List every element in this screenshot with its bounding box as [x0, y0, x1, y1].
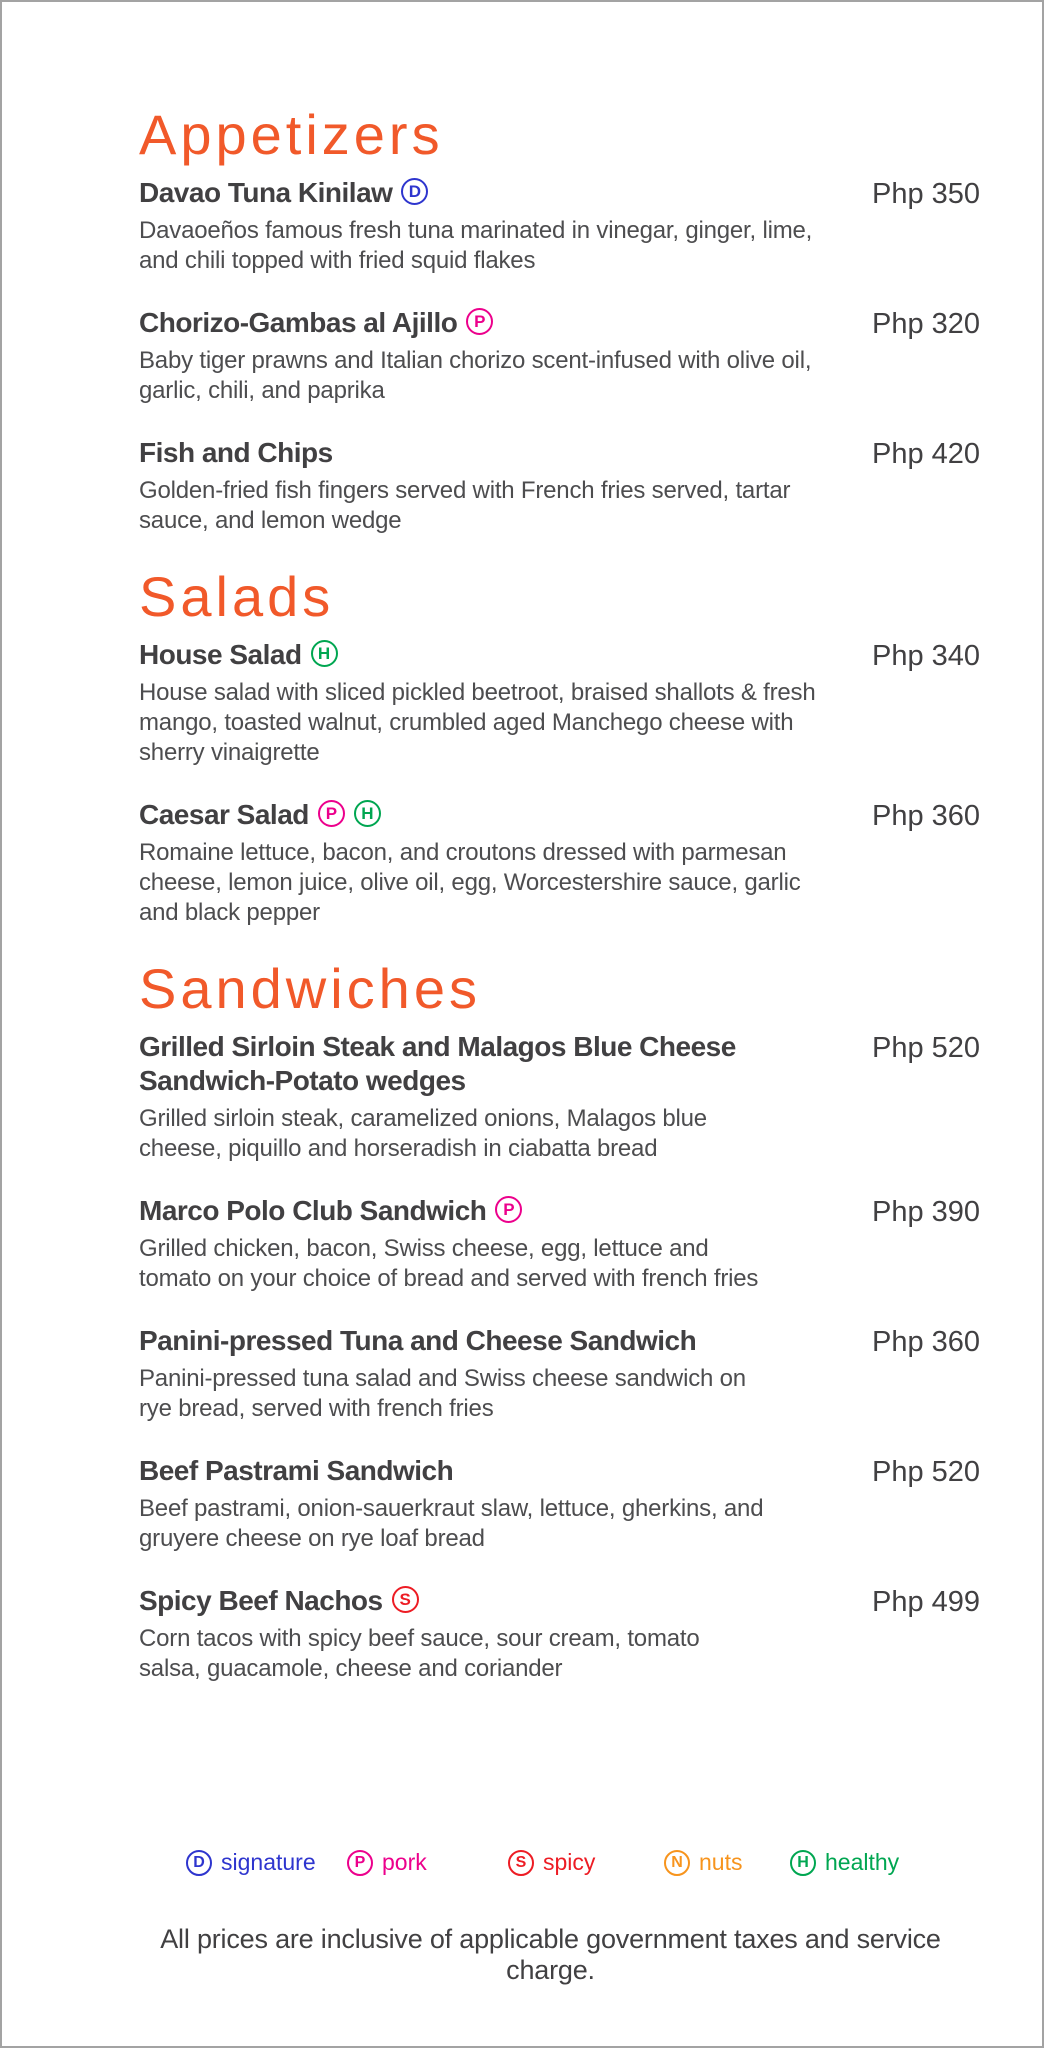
menu-item	[139, 1030, 1042, 1164]
item-price: Php 340	[872, 640, 981, 672]
item-description	[139, 1364, 1042, 1424]
item-price: Php 499	[872, 1586, 981, 1618]
menu-section	[139, 104, 1042, 536]
pork-badge-icon: P	[495, 1196, 522, 1223]
legend-item-signature	[186, 1849, 316, 1876]
legend-item-healthy	[790, 1849, 899, 1876]
menu-item	[139, 1584, 1042, 1684]
item-description-line: Beef pastrami, onion-sauerkraut slaw, lettuce, gherkins, and	[139, 1495, 764, 1522]
item-description	[139, 346, 1042, 406]
legend-label: healthy	[825, 1849, 900, 1875]
menu-item	[139, 1324, 1042, 1424]
item-name-line: Davao Tuna Kinilaw D	[139, 176, 1042, 210]
item-description	[139, 1494, 1042, 1554]
legend-item-spicy	[508, 1849, 595, 1876]
item-description-line: gruyere cheese on rye loaf bread	[139, 1525, 485, 1552]
legend-item-nuts	[664, 1849, 742, 1876]
spicy-badge-icon: S	[392, 1586, 419, 1613]
healthy-badge-icon: H	[790, 1850, 816, 1876]
item-description	[139, 476, 1042, 536]
item-description-line: cheese, lemon juice, olive oil, egg, Worcestershire sauce, garlic	[139, 869, 801, 896]
item-price: Php 520	[872, 1456, 981, 1488]
item-name-line: Caesar Salad P H	[139, 798, 1042, 832]
item-description	[139, 838, 1042, 928]
item-description-line: Grilled sirloin steak, caramelized onions, Malagos blue	[139, 1105, 707, 1132]
item-name-line: Spicy Beef Nachos S	[139, 1584, 1042, 1618]
pork-badge-icon: P	[318, 800, 345, 827]
signature-badge-icon: D	[186, 1850, 212, 1876]
menu-item	[139, 306, 1042, 406]
item-price: Php 520	[872, 1032, 981, 1064]
menu-item	[139, 798, 1042, 928]
item-description	[139, 1624, 1042, 1684]
item-description	[139, 678, 1042, 768]
menu-item	[139, 638, 1042, 768]
item-description-line: Davaoeños famous fresh tuna marinated in vinegar, ginger, lime,	[139, 217, 813, 244]
item-price: Php 390	[872, 1196, 981, 1228]
item-name-line: Marco Polo Club Sandwich P	[139, 1194, 1042, 1228]
item-description	[139, 1104, 1042, 1164]
item-description-line: and black pepper	[139, 899, 320, 926]
item-name-line: Fish and Chips	[139, 437, 333, 468]
section-title: Appetizers	[139, 103, 444, 166]
menu-section	[139, 958, 1042, 1684]
menu-item	[139, 1194, 1042, 1294]
item-price: Php 320	[872, 308, 981, 340]
item-name-line: Chorizo-Gambas al Ajillo P	[139, 306, 1042, 340]
healthy-badge-icon: H	[354, 800, 381, 827]
legend-label: pork	[382, 1849, 427, 1875]
item-description-line: garlic, chili, and paprika	[139, 377, 385, 404]
item-name-line: Grilled Sirloin Steak and Malagos Blue Cheese	[139, 1031, 736, 1062]
footer-note: All prices are inclusive of applicable government taxes and service charge.	[160, 1924, 941, 1985]
section-items	[139, 176, 1042, 536]
item-price: Php 360	[872, 800, 981, 832]
item-description	[139, 1234, 1042, 1294]
item-description-line: salsa, guacamole, cheese and coriander	[139, 1655, 563, 1682]
item-description-line: and chili topped with fried squid flakes	[139, 247, 536, 274]
menu-item	[139, 1454, 1042, 1554]
spicy-badge-icon: S	[508, 1850, 534, 1876]
item-description-line: Romaine lettuce, bacon, and croutons dressed with parmesan	[139, 839, 787, 866]
legend-item-pork	[347, 1849, 427, 1876]
pork-badge-icon: P	[466, 308, 493, 335]
item-description-line: Baby tiger prawns and Italian chorizo scent-infused with olive oil,	[139, 347, 812, 374]
item-description-line: cheese, piquillo and horseradish in ciabatta bread	[139, 1135, 658, 1162]
menu-content	[2, 2, 1042, 1714]
pork-badge-icon: P	[347, 1850, 373, 1876]
legend-label: signature	[221, 1849, 316, 1875]
item-price: Php 420	[872, 438, 981, 470]
item-description-line: House salad with sliced pickled beetroot, braised shallots & fresh	[139, 679, 816, 706]
healthy-badge-icon: H	[311, 640, 338, 667]
menu-section	[139, 566, 1042, 928]
legend-label: spicy	[543, 1849, 596, 1875]
item-name-line: Panini-pressed Tuna and Cheese Sandwich	[139, 1325, 697, 1356]
item-price: Php 360	[872, 1326, 981, 1358]
item-price: Php 350	[872, 178, 981, 210]
item-description-line: Golden-fried fish fingers served with French fries served, tartar	[139, 477, 791, 504]
menu-item	[139, 436, 1042, 536]
item-name-line: Sandwich-Potato wedges	[139, 1065, 466, 1096]
dietary-legend	[2, 1849, 1042, 1883]
item-name-line: Beef Pastrami Sandwich	[139, 1455, 454, 1486]
item-description-line: Corn tacos with spicy beef sauce, sour cream, tomato	[139, 1625, 700, 1652]
item-name-line: House Salad H	[139, 638, 1042, 672]
item-description-line: Grilled chicken, bacon, Swiss cheese, egg, lettuce and	[139, 1235, 709, 1262]
legend-label: nuts	[699, 1849, 743, 1875]
signature-badge-icon: D	[401, 178, 428, 205]
section-items	[139, 1030, 1042, 1684]
section-title: Salads	[139, 565, 335, 628]
menu-item	[139, 176, 1042, 276]
item-description-line: tomato on your choice of bread and served with french fries	[139, 1265, 759, 1292]
item-description-line: mango, toasted walnut, crumbled aged Manchego cheese with	[139, 709, 794, 736]
item-description-line: sherry vinaigrette	[139, 739, 320, 766]
item-description-line: sauce, and lemon wedge	[139, 507, 402, 534]
item-description-line: Panini-pressed tuna salad and Swiss cheese sandwich on	[139, 1365, 746, 1392]
item-description-line: rye bread, served with french fries	[139, 1395, 494, 1422]
section-title: Sandwiches	[139, 957, 481, 1020]
nuts-badge-icon: N	[664, 1850, 690, 1876]
section-items	[139, 638, 1042, 928]
item-description	[139, 216, 1042, 276]
